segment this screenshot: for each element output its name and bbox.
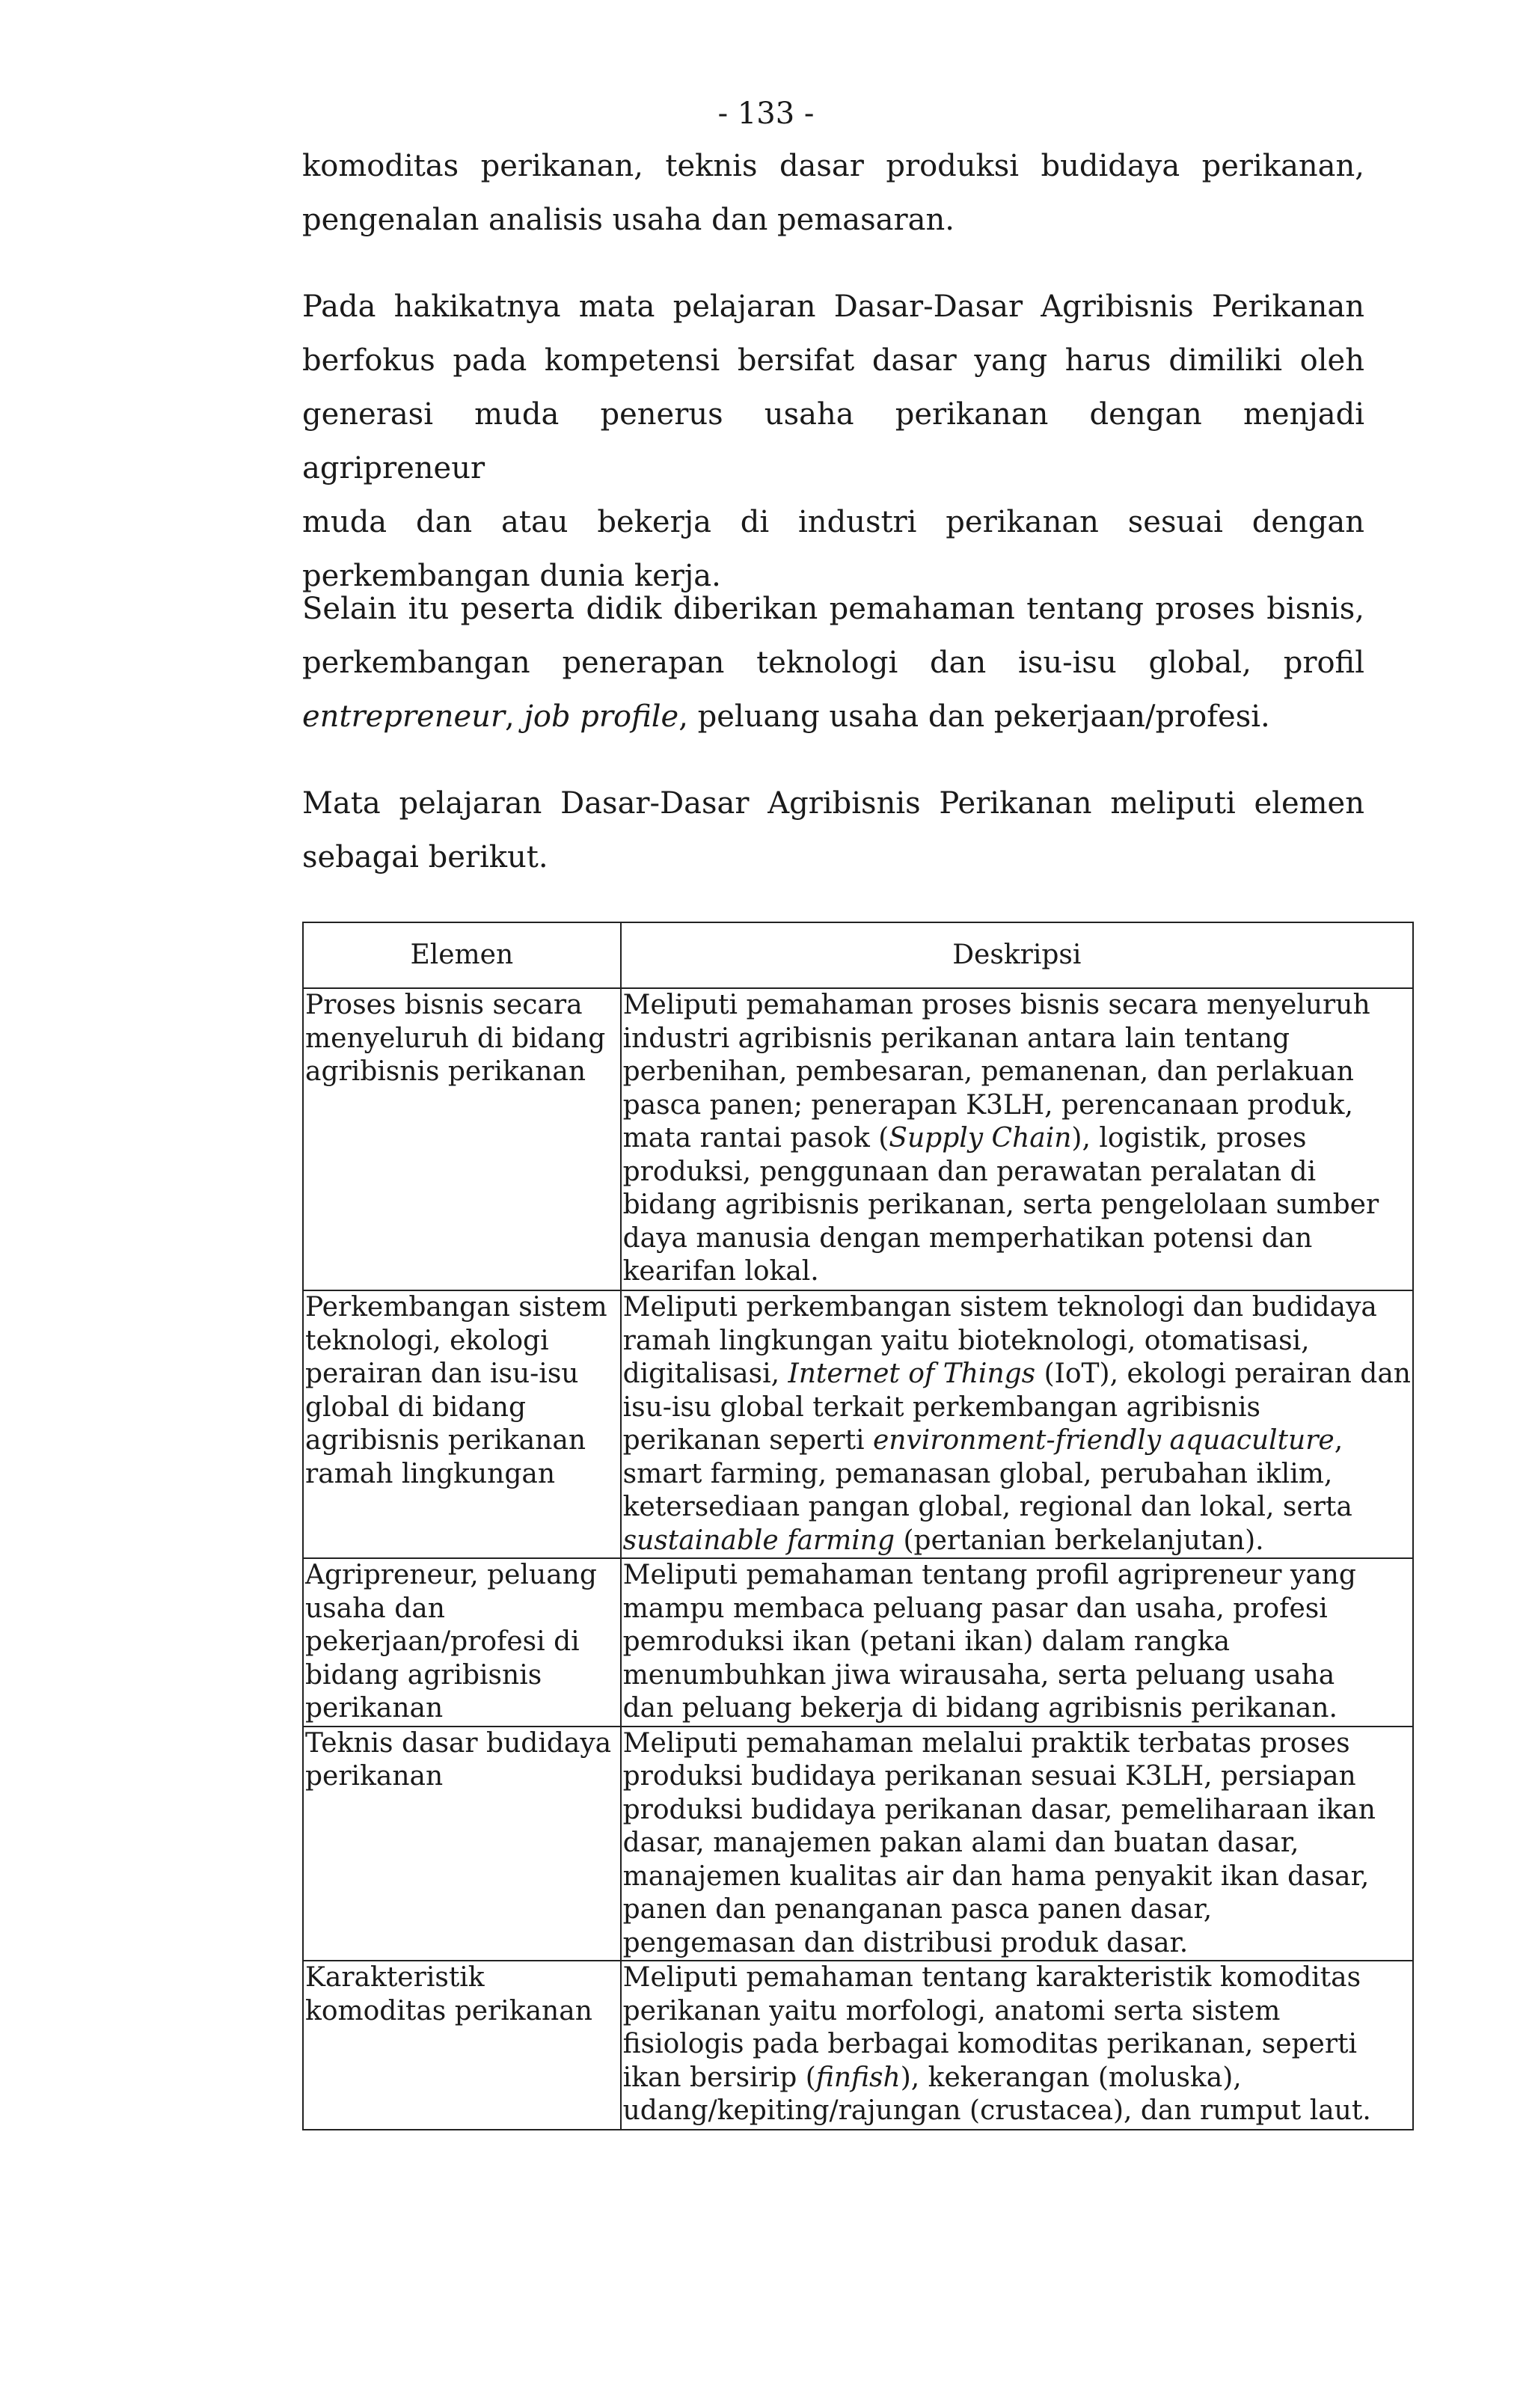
element-cell [303, 1290, 621, 1558]
paragraph-selain [302, 582, 1364, 744]
description-line: smart farming, pemanasan global, perubahan iklim, [622, 1458, 1333, 1489]
line-text: , peluang usaha dan pekerjaan/profesi. [678, 699, 1270, 734]
description-cell [621, 1727, 1413, 1961]
separator-text: , [505, 699, 524, 734]
description-line: Meliputi pemahaman melalui praktik terbatas proses [622, 1727, 1350, 1759]
table-row [303, 1558, 1413, 1727]
element-line: Karakteristik [305, 1962, 485, 1993]
element-line: perikanan [305, 1761, 444, 1792]
paragraph-line: Pada hakikatnya mata pelajaran Dasar-Dasar Agribisnis Perikanan [302, 289, 1364, 324]
description-line: kearifan lokal. [622, 1256, 819, 1287]
description-line: Meliputi pemahaman tentang karakteristik komoditas [622, 1962, 1361, 1993]
header-elemen: Elemen [303, 922, 621, 988]
element-cell [303, 988, 621, 1290]
description-line: udang/kepiting/rajungan (crustacea), dan rumput laut. [622, 2095, 1371, 2126]
element-line: Proses bisnis secara [305, 990, 583, 1020]
element-line: teknologi, ekologi [305, 1325, 549, 1356]
description-line: perikanan yaitu morfologi, anatomi serta sistem [622, 1995, 1281, 2026]
element-cell [303, 1961, 621, 2130]
description-line: manajemen kualitas air dan hama penyakit ikan dasar, [622, 1860, 1370, 1892]
description-line: ketersediaan pangan global, regional dan lokal, serta [622, 1492, 1352, 1522]
paragraph-line: sebagai berikut. [302, 840, 548, 874]
table-row [303, 1290, 1413, 1558]
element-line: komoditas perikanan [305, 1995, 592, 2026]
description-line: industri agribisnis perikanan antara lain tentang [622, 1023, 1290, 1054]
header-deskripsi: Deskripsi [621, 922, 1413, 988]
element-line: bidang agribisnis [305, 1659, 542, 1691]
table-header-row [303, 922, 1413, 988]
paragraph-line: Mata pelajaran Dasar-Dasar Agribisnis Perikanan meliputi elemen [302, 786, 1364, 821]
description-line: sustainable farming (pertanian berkelanjutan). [622, 1525, 1264, 1556]
table-row [303, 988, 1413, 1290]
description-line: ikan bersirip (finfish), kekerangan (moluska), [622, 2062, 1242, 2093]
italic-term: environment-friendly aquaculture [873, 1425, 1335, 1456]
description-cell [621, 988, 1413, 1290]
element-line: Agripreneur, peluang [305, 1560, 597, 1590]
paragraph-continuation [302, 139, 1364, 247]
element-line: perairan dan isu-isu [305, 1358, 579, 1389]
paragraph-line: Selain itu peserta didik diberikan pemahaman tentang proses bisnis, [302, 592, 1364, 626]
description-line: dasar, manajemen pakan alami dan buatan dasar, [622, 1828, 1299, 1858]
description-line: produksi budidaya perikanan sesuai K3LH, persiapan [622, 1761, 1356, 1792]
paragraph-line: muda dan atau bekerja di industri perikanan sesuai dengan [302, 505, 1364, 539]
description-line: pemroduksi ikan (petani ikan) dalam rangka [622, 1626, 1231, 1657]
description-line: perikanan seperti environment-friendly aquaculture, [622, 1425, 1343, 1456]
description-line: daya manusia dengan memperhatikan potensi dan [622, 1222, 1313, 1254]
description-line: pengemasan dan distribusi produk dasar. [622, 1927, 1189, 1958]
italic-term: sustainable farming [622, 1525, 895, 1556]
element-line: pekerjaan/profesi di [305, 1626, 580, 1657]
description-line: Meliputi perkembangan sistem teknologi dan budidaya [622, 1292, 1377, 1323]
paragraph-line [302, 690, 1364, 744]
paragraph-line: perkembangan penerapan teknologi dan isu-isu global, profil [302, 646, 1364, 680]
description-line: pasca panen; penerapan K3LH, perencanaan produk, [622, 1089, 1353, 1121]
paragraph-line: berfokus pada kompetensi bersifat dasar yang harus dimiliki oleh [302, 343, 1364, 378]
paragraph-line: generasi muda penerus usaha perikanan dengan menjadi agripreneur [302, 397, 1364, 485]
italic-term: job profile [524, 699, 679, 734]
description-line: mampu membaca peluang pasar dan usaha, profesi [622, 1593, 1328, 1624]
description-cell [621, 1290, 1413, 1558]
page-number: - 133 - [717, 96, 815, 131]
element-line: Teknis dasar budidaya [305, 1727, 612, 1759]
description-line: produksi, penggunaan dan perawatan peralatan di [622, 1156, 1317, 1187]
description-line: bidang agribisnis perikanan, serta pengelolaan sumber [622, 1189, 1379, 1220]
description-line: menumbuhkan jiwa wirausaha, serta peluang usaha [622, 1659, 1335, 1691]
description-line: digitalisasi, Internet of Things (IoT), ekologi perairan dan [622, 1358, 1411, 1389]
element-line: ramah lingkungan [305, 1458, 556, 1489]
italic-term: finfish [815, 2062, 901, 2093]
description-line: perbenihan, pembesaran, pemanenan, dan perlakuan [622, 1056, 1354, 1087]
description-line: panen dan penanganan pasca panen dasar, [622, 1894, 1213, 1925]
paragraph-line: pengenalan analisis usaha dan pemasaran. [302, 203, 955, 237]
description-line: mata rantai pasok (Supply Chain), logistik, proses [622, 1123, 1307, 1154]
description-line: ramah lingkungan yaitu bioteknologi, otomatisasi, [622, 1325, 1310, 1356]
description-line: produksi budidaya perikanan dasar, pemeliharaan ikan [622, 1794, 1376, 1825]
paragraph-line: komoditas perikanan, teknis dasar produksi budidaya perikanan, [302, 149, 1364, 183]
description-cell [621, 1961, 1413, 2130]
element-cell [303, 1558, 621, 1727]
description-line: Meliputi pemahaman proses bisnis secara menyeluruh [622, 990, 1370, 1020]
element-line: agribisnis perikanan [305, 1056, 586, 1087]
element-line: Perkembangan sistem [305, 1292, 607, 1323]
element-line: global di bidang [305, 1391, 526, 1423]
description-line: Meliputi pemahaman tentang profil agripreneur yang [622, 1560, 1356, 1590]
italic-term: Internet of Things [788, 1358, 1036, 1389]
paragraph-hakikat [302, 280, 1364, 603]
paragraph-mata-pelajaran [302, 776, 1364, 884]
description-cell [621, 1558, 1413, 1727]
element-cell [303, 1727, 621, 1961]
elements-table [302, 922, 1414, 2130]
element-line: agribisnis perikanan [305, 1425, 586, 1456]
description-line: isu-isu global terkait perkembangan agribisnis [622, 1391, 1261, 1423]
table-row [303, 1727, 1413, 1961]
element-line: menyeluruh di bidang [305, 1023, 606, 1054]
element-line: usaha dan [305, 1593, 445, 1624]
table-row [303, 1961, 1413, 2130]
element-line: perikanan [305, 1693, 444, 1724]
italic-term: entrepreneur [302, 699, 506, 734]
description-line: dan peluang bekerja di bidang agribisnis perikanan. [622, 1693, 1338, 1724]
paragraph-line: perkembangan dunia kerja. [302, 559, 721, 593]
description-line: fisiologis pada berbagai komoditas perikanan, seperti [622, 2029, 1358, 2059]
italic-term: Supply Chain [889, 1123, 1072, 1154]
